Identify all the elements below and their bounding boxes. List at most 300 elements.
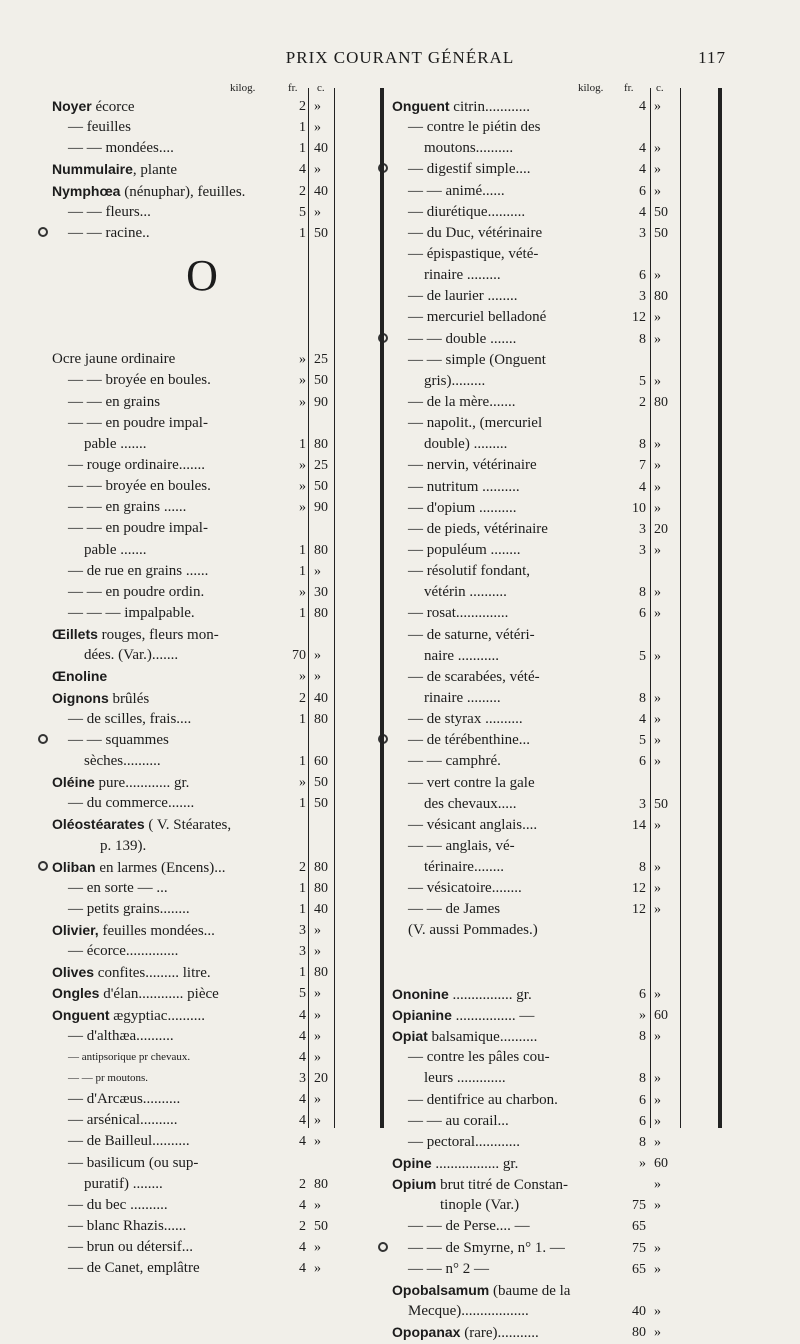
price-centimes: 80 [314, 965, 328, 981]
entry-label: — napolit., (mercuriel [408, 415, 543, 432]
price-centimes: » [654, 1134, 661, 1150]
entry-label: Olives confites......... litre. [52, 964, 211, 982]
price-francs: » [299, 500, 306, 516]
price-centimes: » [314, 1197, 321, 1213]
price-centimes: » [654, 881, 661, 897]
entry-label: — de saturne, vétéri- [408, 626, 535, 643]
price-francs: 10 [632, 500, 646, 516]
price-francs: 6 [639, 268, 646, 284]
price-centimes: » [654, 99, 661, 114]
entry-label: — — mondées.... [68, 140, 174, 157]
entry-label: — écorce.............. [68, 943, 179, 960]
entry-label: — de Canet, emplâtre [68, 1260, 200, 1277]
price-francs: » [299, 479, 306, 495]
entry-label: — mercuriel belladoné [408, 309, 547, 326]
price-francs: 1 [299, 225, 306, 241]
price-centimes: » [314, 1134, 321, 1150]
price-francs: 3 [639, 542, 646, 558]
entry-label: — — en poudre ordin. [68, 583, 205, 600]
price-centimes: » [314, 1261, 321, 1277]
entry-label: Opium brut titré de Constan- [392, 1176, 568, 1194]
price-francs: » [299, 373, 306, 389]
price-francs: 1 [299, 563, 306, 579]
price-centimes: 60 [654, 1008, 668, 1024]
price-centimes: » [314, 120, 321, 136]
price-francs: 80 [632, 1325, 646, 1341]
price-centimes: 80 [314, 542, 328, 558]
entry-label: — — anglais, vé- [408, 837, 515, 854]
price-centimes: » [314, 648, 321, 664]
price-centimes: 90 [314, 500, 328, 516]
price-francs: 75 [632, 1240, 646, 1256]
entry-label: — — — impalpable. [68, 604, 195, 621]
entry-label: Onguent ægyptiac.......... [52, 1006, 205, 1024]
price-centimes: » [654, 310, 661, 326]
entry-label: Olivier, feuilles mondées... [52, 922, 215, 940]
entry-label: des chevaux..... [424, 795, 517, 812]
price-francs: 65 [632, 1261, 646, 1277]
entry-label: Opopanax (rare)........... [392, 1324, 539, 1342]
entry-label: — de laurier ........ [408, 288, 518, 305]
price-centimes: » [654, 373, 661, 389]
price-centimes: » [654, 585, 661, 601]
circle-mark-icon [38, 734, 48, 744]
price-centimes: 80 [654, 394, 668, 410]
price-francs: 3 [639, 225, 646, 241]
entry-label: térinaire........ [424, 859, 504, 876]
price-centimes: 80 [314, 1176, 328, 1192]
price-francs: 4 [639, 204, 646, 220]
price-centimes: » [654, 986, 661, 1002]
price-francs: 5 [639, 373, 646, 389]
price-francs: 4 [639, 99, 646, 114]
price-francs: 3 [299, 944, 306, 960]
price-francs: 5 [299, 204, 306, 220]
entry-label: leurs ............. [424, 1070, 506, 1087]
entry-label: — — squammes [68, 731, 169, 748]
price-francs: » [299, 352, 306, 368]
price-francs: » [639, 1008, 646, 1024]
entry-label: — — camphré. [408, 753, 501, 770]
entry-label: Opianine ................ — [392, 1007, 535, 1025]
price-centimes: 40 [314, 690, 328, 706]
entry-label: rinaire ......... [424, 689, 501, 706]
price-centimes: 60 [314, 753, 328, 769]
price-francs: 1 [299, 436, 306, 452]
price-centimes: » [314, 669, 321, 685]
entry-label: — nervin, vétérinaire [408, 457, 537, 474]
circle-mark-icon [38, 861, 48, 871]
price-centimes: » [654, 1261, 661, 1277]
price-centimes: 50 [314, 479, 328, 495]
entry-label: — résolutif fondant, [408, 563, 531, 580]
price-centimes: » [654, 1113, 661, 1129]
entry-label: — — broyée en boules. [68, 372, 211, 389]
entry-label: — antipsorique pr chevaux. [68, 1050, 191, 1063]
price-centimes: » [314, 204, 321, 220]
price-francs: 2 [299, 690, 306, 706]
price-centimes: » [654, 1071, 661, 1087]
price-centimes: » [654, 712, 661, 728]
rule [680, 88, 681, 1128]
price-francs: 8 [639, 1029, 646, 1045]
entry-label: (V. aussi Pommades.) [408, 922, 538, 939]
entry-label: — d'Arcæus.......... [68, 1091, 181, 1108]
price-francs: 6 [639, 754, 646, 770]
price-centimes: 50 [654, 796, 668, 812]
price-francs: 2 [299, 1176, 306, 1192]
price-francs: 4 [299, 1261, 306, 1277]
price-centimes: » [654, 817, 661, 833]
entry-label: — pectoral............ [408, 1133, 521, 1150]
price-centimes: » [654, 268, 661, 284]
price-centimes: » [654, 1177, 661, 1193]
entry-label: — vert contre la gale [408, 774, 535, 791]
rule [308, 88, 309, 1128]
price-centimes: 40 [314, 901, 328, 917]
price-centimes: » [654, 1325, 661, 1341]
entry-label: — de scarabées, vété- [408, 668, 540, 685]
price-francs: 2 [299, 859, 306, 875]
entry-label: — de térébenthine... [408, 732, 531, 749]
price-centimes: » [314, 563, 321, 579]
entry-label: Ocre jaune ordinaire [52, 351, 176, 368]
price-francs: 4 [299, 1134, 306, 1150]
price-francs: » [639, 1156, 646, 1172]
entry-label: — diurétique.......... [408, 203, 526, 220]
price-francs: 3 [639, 521, 646, 537]
price-centimes: 50 [314, 775, 328, 791]
price-francs: 14 [632, 817, 646, 833]
price-francs: 6 [639, 1092, 646, 1108]
entry-label: — basilicum (ou sup- [68, 1154, 199, 1171]
price-francs: 8 [639, 1071, 646, 1087]
price-centimes: » [654, 860, 661, 876]
entry-label: pable ....... [84, 541, 147, 558]
price-centimes: 50 [314, 1219, 328, 1235]
price-francs: 8 [639, 331, 646, 347]
price-centimes: » [654, 733, 661, 749]
entry-label: — — de Perse.... — [408, 1218, 530, 1235]
price-centimes: 80 [654, 289, 668, 305]
entry-label: — — de Smyrne, n° 1. — [408, 1239, 565, 1256]
price-centimes: 50 [314, 373, 328, 389]
entry-label: — d'althæa.......... [68, 1027, 174, 1044]
price-francs: 4 [299, 1197, 306, 1213]
entry-label: — de rue en grains ...... [68, 562, 209, 579]
entry-label: — — de James [408, 901, 501, 918]
price-francs: 2 [299, 1219, 306, 1235]
entry-label: — feuilles [68, 119, 131, 136]
price-francs: 40 [632, 1304, 646, 1320]
price-francs: 2 [639, 394, 646, 410]
entry-label: sèches.......... [84, 752, 161, 769]
price-francs: 4 [299, 1007, 306, 1023]
price-francs: 5 [299, 986, 306, 1002]
price-centimes: 20 [314, 1071, 328, 1087]
price-francs: 6 [639, 1113, 646, 1129]
entry-label: rinaire ......... [424, 267, 501, 284]
price-centimes: » [654, 648, 661, 664]
entry-label: — — fleurs... [68, 203, 151, 220]
price-francs: 1 [299, 711, 306, 727]
entry-label: — digestif simple.... [408, 161, 531, 178]
entry-label: — — double ....... [408, 330, 517, 347]
entry-label: naire ........... [424, 647, 499, 664]
entry-label: — — en poudre impal- [68, 520, 208, 537]
entry-label: — — racine.. [68, 224, 150, 241]
price-centimes: 25 [314, 352, 328, 368]
price-francs: 65 [632, 1219, 646, 1235]
entry-label: — vésicant anglais.... [408, 816, 538, 833]
c-header: c. [656, 82, 664, 94]
price-centimes: » [654, 331, 661, 347]
price-centimes: » [654, 1304, 661, 1320]
price-francs: 4 [639, 162, 646, 178]
entry-label: Opine ................. gr. [392, 1155, 519, 1173]
entry-label: pable ....... [84, 435, 147, 452]
price-francs: 4 [299, 1028, 306, 1044]
price-centimes: » [314, 162, 321, 178]
entry-label: Ononine ................ gr. [392, 985, 532, 1003]
entry-label: — d'opium .......... [408, 499, 517, 516]
price-francs: 1 [299, 796, 306, 812]
entry-label: — populéum ........ [408, 541, 521, 558]
price-centimes: » [654, 437, 661, 453]
entry-label: Oléine pure............ gr. [52, 774, 190, 792]
price-francs: 12 [632, 310, 646, 326]
entry-label: — blanc Rhazis...... [68, 1218, 187, 1235]
entry-label: puratif) ........ [84, 1175, 163, 1192]
price-centimes: » [654, 479, 661, 495]
circle-mark-icon [378, 1242, 388, 1252]
price-francs: 7 [639, 458, 646, 474]
price-francs: » [299, 457, 306, 473]
entry-label: — de styrax .......... [408, 711, 523, 728]
entry-label: — — en grains [68, 393, 161, 410]
price-centimes: 60 [654, 1156, 668, 1172]
entry-label: — rouge ordinaire....... [68, 456, 206, 473]
entry-label: vétérin .......... [424, 584, 507, 601]
price-centimes: » [654, 162, 661, 178]
price-centimes: » [654, 1029, 661, 1045]
entry-label: Mecque).................. [408, 1303, 529, 1320]
price-centimes: 20 [654, 521, 668, 537]
price-centimes: 40 [314, 141, 328, 157]
section-letter-text: O [186, 251, 218, 301]
price-francs: 4 [299, 162, 306, 178]
price-francs: 8 [639, 1134, 646, 1150]
price-centimes: » [314, 1049, 321, 1065]
entry-label: — du bec .......... [68, 1196, 168, 1213]
price-centimes: » [314, 944, 321, 960]
entry-label: — contre les pâles cou- [408, 1049, 550, 1066]
price-centimes: 50 [314, 796, 328, 812]
price-centimes: » [654, 1092, 661, 1108]
price-francs: 8 [639, 860, 646, 876]
entry-label: — brun ou détersif... [68, 1239, 193, 1256]
entry-label: — — animé...... [408, 182, 505, 199]
price-francs: 6 [639, 606, 646, 622]
price-francs: 2 [299, 99, 306, 114]
price-francs: 4 [639, 479, 646, 495]
rule [334, 88, 335, 1128]
price-centimes: 50 [314, 225, 328, 241]
entry-label: — — simple (Onguent [408, 351, 546, 368]
price-francs: 5 [639, 733, 646, 749]
entry-label: Oignons brûlés [52, 689, 150, 707]
price-centimes: » [314, 99, 321, 114]
entry-label: — de la mère....... [408, 393, 516, 410]
entry-label: moutons.......... [424, 140, 514, 157]
entry-label: — — au corail... [408, 1112, 509, 1129]
price-francs: 12 [632, 902, 646, 918]
price-centimes: 25 [314, 457, 328, 473]
price-francs: 8 [639, 437, 646, 453]
entry-label: — — broyée en boules. [68, 478, 211, 495]
price-francs: 3 [639, 289, 646, 305]
price-centimes: » [654, 500, 661, 516]
price-francs: 3 [639, 796, 646, 812]
entry-label: Oliban en larmes (Encens)... [52, 858, 226, 876]
price-francs: 2 [299, 183, 306, 199]
fr-header: fr. [288, 82, 298, 94]
price-francs: 1 [299, 542, 306, 558]
price-centimes: » [314, 923, 321, 939]
price-francs: 3 [299, 1071, 306, 1087]
price-francs: 4 [299, 1240, 306, 1256]
entry-label: Onguent citrin............ [392, 98, 530, 115]
price-francs: » [299, 394, 306, 410]
entry-label: p. 139). [100, 837, 147, 854]
price-centimes: » [314, 1240, 321, 1256]
price-francs: 1 [299, 901, 306, 917]
entry-label: — du Duc, vétérinaire [408, 224, 543, 241]
price-francs: 1 [299, 753, 306, 769]
price-francs: 8 [639, 585, 646, 601]
entry-label: — contre le piétin des [408, 119, 541, 136]
entry-label: — — en poudre impal- [68, 414, 208, 431]
price-francs: » [299, 775, 306, 791]
entry-label: double) ......... [424, 436, 508, 453]
price-francs: 1 [299, 965, 306, 981]
entry-label: — — en grains ...... [68, 499, 187, 516]
entry-label: — — pr moutons. [68, 1072, 149, 1085]
price-francs: 4 [639, 141, 646, 157]
price-centimes: » [314, 1092, 321, 1108]
column-divider [380, 88, 384, 1128]
page-number: 117 [698, 48, 726, 67]
price-francs: 4 [299, 1092, 306, 1108]
price-francs: 1 [299, 605, 306, 621]
entry-label: Nummulaire, plante [52, 161, 178, 179]
price-francs: 4 [639, 712, 646, 728]
entry-label: Opiat balsamique.......... [392, 1028, 538, 1046]
entry-label: — en sorte — ... [68, 879, 168, 896]
price-centimes: 80 [314, 859, 328, 875]
entry-label: — petits grains........ [68, 900, 190, 917]
rule [650, 88, 651, 1128]
price-centimes: » [654, 458, 661, 474]
price-centimes: 30 [314, 584, 328, 600]
fr-header: fr. [624, 82, 634, 94]
price-centimes: 50 [654, 225, 668, 241]
entry-label: — de Bailleul.......... [68, 1133, 190, 1150]
price-francs: 1 [299, 880, 306, 896]
price-centimes: » [654, 1240, 661, 1256]
price-centimes: » [654, 690, 661, 706]
entry-label: — — n° 2 — [408, 1260, 489, 1277]
entry-label: Noyer écorce [52, 98, 135, 115]
price-centimes: 80 [314, 711, 328, 727]
price-centimes: » [654, 754, 661, 770]
entry-label: Ongles d'élan............ pièce [52, 985, 219, 1003]
entry-label: — épispastique, vété- [408, 245, 539, 262]
price-centimes: » [654, 606, 661, 622]
price-francs: 6 [639, 986, 646, 1002]
price-francs: 12 [632, 881, 646, 897]
price-centimes: 40 [314, 183, 328, 199]
price-francs: 6 [639, 183, 646, 199]
price-centimes: » [654, 902, 661, 918]
entry-label: — de scilles, frais.... [68, 710, 192, 727]
price-francs: 4 [299, 1049, 306, 1065]
price-centimes: » [654, 1198, 661, 1214]
price-centimes: » [654, 542, 661, 558]
entry-label: — arsénical.......... [68, 1112, 178, 1129]
price-centimes: » [654, 183, 661, 199]
price-francs: 3 [299, 923, 306, 939]
unit-header: kilog. [578, 82, 604, 94]
unit-header: kilog. [230, 82, 256, 94]
price-francs: 4 [299, 1113, 306, 1129]
entry-label: dées. (Var.)....... [84, 647, 179, 664]
price-centimes: » [314, 1028, 321, 1044]
price-centimes: » [314, 1007, 321, 1023]
entry-label: — de pieds, vétérinaire [408, 520, 548, 537]
price-francs: 75 [632, 1198, 646, 1214]
entry-label: — dentifrice au charbon. [408, 1091, 558, 1108]
price-centimes: 80 [314, 880, 328, 896]
price-francs: » [299, 669, 306, 685]
price-francs: » [299, 584, 306, 600]
entry-label: Oléostéarates ( V. Stéarates, [52, 816, 232, 834]
price-francs: 5 [639, 648, 646, 664]
entry-label: — vésicatoire........ [408, 880, 522, 897]
entry-label: — du commerce....... [68, 795, 195, 812]
c-header: c. [317, 82, 325, 94]
price-francs: 1 [299, 120, 306, 136]
column-divider [718, 88, 722, 1128]
entry-label: gris)......... [424, 372, 486, 389]
price-francs: 70 [292, 648, 306, 664]
entry-label: — nutritum .......... [408, 478, 520, 495]
price-francs: 1 [299, 141, 306, 157]
price-centimes: 80 [314, 436, 328, 452]
entry-label: Œnoline [52, 668, 108, 685]
price-centimes: 50 [654, 204, 668, 220]
page-title: PRIX COURANT GÉNÉRAL [285, 48, 515, 67]
entry-label: tinople (Var.) [440, 1197, 520, 1214]
entry-label: Œillets rouges, fleurs mon- [52, 626, 219, 644]
price-centimes: » [314, 986, 321, 1002]
circle-mark-icon [38, 227, 48, 237]
price-francs: 8 [639, 690, 646, 706]
price-centimes: » [654, 141, 661, 157]
entry-label: — rosat.............. [408, 605, 509, 622]
price-centimes: 80 [314, 605, 328, 621]
entry-label: Nymphœa (nénuphar), feuilles. [52, 182, 246, 200]
